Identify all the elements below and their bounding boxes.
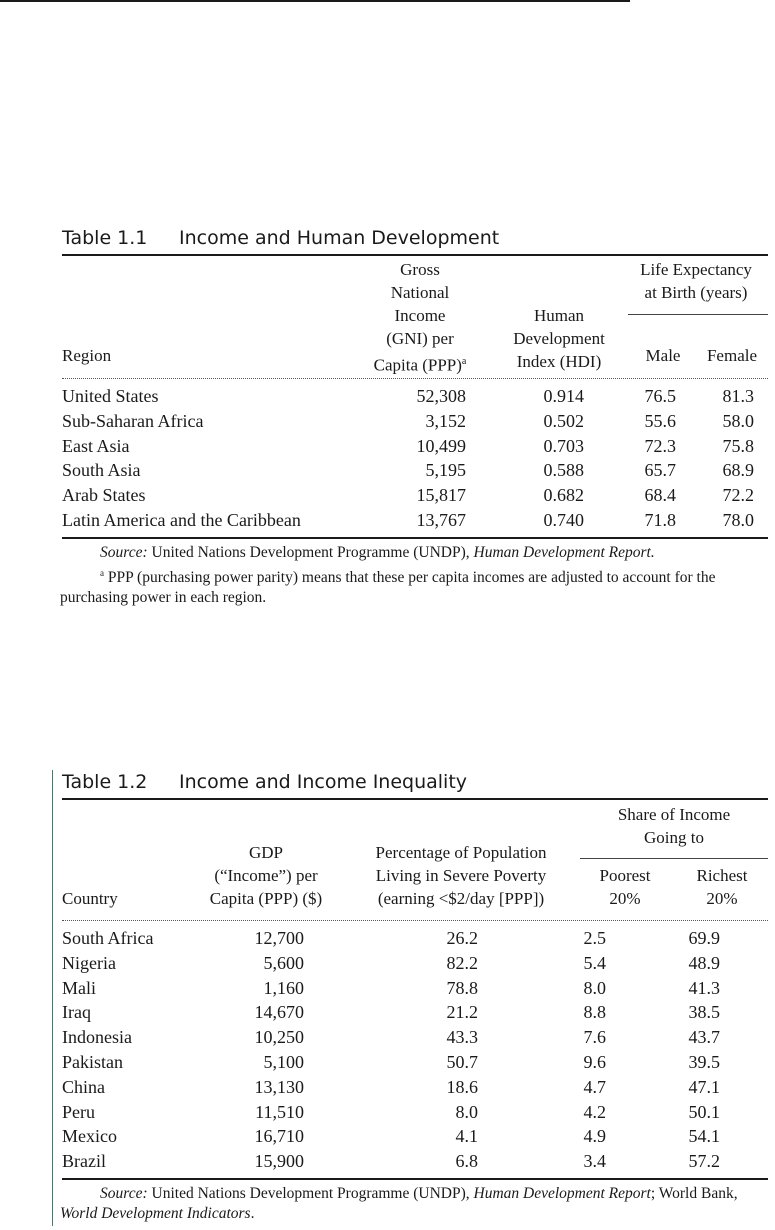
table-row	[62, 434, 768, 459]
cell-male: 65.7	[644, 460, 676, 481]
source-note: Source: United Nations Development Programme (UNDP), Human Development Report; World Bank, World Development Indicators.	[60, 1184, 738, 1222]
cell-hdi: 0.682	[543, 485, 584, 506]
cell-country: China	[62, 1076, 105, 1097]
table-title	[62, 226, 768, 254]
table-row	[62, 483, 768, 508]
cell-hdi: 0.502	[543, 410, 584, 431]
header-poverty: Living in Severe Poverty (earning <$2/day [PPP])	[375, 866, 547, 908]
cell-country: Indonesia	[62, 1027, 132, 1048]
cell-richest: 50.1	[688, 1101, 720, 1122]
cell-country: Peru	[62, 1101, 95, 1122]
cell-gdp: 1,160	[263, 977, 304, 998]
cell-male: 76.5	[644, 386, 676, 406]
cell-poorest: 4.7	[583, 1076, 606, 1097]
table-row	[62, 976, 768, 1001]
cell-poverty: 21.2	[446, 1002, 478, 1023]
cell-country: South Africa	[62, 928, 154, 948]
table-row	[62, 1100, 768, 1125]
table-notes	[60, 1184, 768, 1224]
margin-bar	[52, 770, 53, 1226]
table-title	[62, 770, 768, 798]
table-row	[62, 409, 768, 434]
header-male: Male	[645, 346, 681, 365]
cell-gni: 10,499	[416, 435, 466, 456]
header-share: Share of Income Going to	[617, 805, 731, 847]
footnote-mark: a	[461, 356, 467, 367]
cell-poverty: 6.8	[455, 1151, 478, 1172]
cell-poverty: 8.0	[455, 1101, 478, 1122]
cell-gni: 15,817	[416, 485, 466, 506]
header-hdi: Human Development Index (HDI)	[513, 306, 605, 371]
cell-poverty: 78.8	[446, 977, 478, 998]
cell-hdi: 0.914	[543, 386, 584, 406]
cell-richest: 39.5	[688, 1051, 720, 1072]
cell-gdp: 16,710	[254, 1126, 304, 1147]
table-title-text: Income and Human Development	[179, 227, 500, 249]
table-row	[62, 1124, 768, 1149]
cell-region: East Asia	[62, 435, 130, 456]
cell-hdi: 0.703	[543, 435, 584, 456]
table-row	[62, 1025, 768, 1050]
header-poverty-title: Percentage of Population	[375, 843, 547, 862]
cell-poverty: 18.6	[446, 1076, 478, 1097]
cell-poorest: 3.4	[583, 1151, 606, 1172]
table-header	[62, 256, 768, 378]
cell-country: Nigeria	[62, 952, 116, 973]
cell-gni: 13,767	[416, 509, 466, 530]
cell-female: 58.0	[722, 410, 754, 431]
table-row	[62, 1000, 768, 1025]
source-note: Source: United Nations Development Programme (UNDP), Human Development Report.	[100, 543, 655, 561]
cell-country: Mexico	[62, 1126, 117, 1147]
header-poorest: Poorest 20%	[599, 866, 651, 908]
cell-gdp: 5,100	[263, 1051, 304, 1072]
cell-gni: 3,152	[425, 410, 466, 431]
header-sub-rule	[628, 314, 768, 315]
table-row	[62, 1075, 768, 1100]
header-gni: Gross National Income (GNI) per Capita (PPP)$^a$	[373, 260, 467, 375]
table-row	[62, 951, 768, 976]
header-country: Country	[62, 889, 118, 908]
cell-hdi: 0.588	[543, 460, 584, 481]
header-gdp: GDP (“Income”) per Capita (PPP) ($)	[209, 843, 323, 908]
cell-gdp: 15,900	[254, 1151, 304, 1172]
table-body	[62, 921, 768, 1178]
cell-male: 71.8	[644, 509, 676, 530]
cell-richest: 69.9	[688, 928, 720, 948]
cell-richest: 43.7	[688, 1027, 720, 1048]
cell-poorest: 2.5	[583, 928, 606, 948]
table-income-inequality	[62, 770, 768, 1224]
cell-poorest: 9.6	[583, 1051, 606, 1072]
cell-richest: 48.9	[688, 952, 720, 973]
cell-gdp: 11,510	[255, 1101, 304, 1122]
cell-poorest: 5.4	[583, 952, 606, 973]
cell-region: Sub-Saharan Africa	[62, 410, 204, 431]
cell-poorest: 7.6	[583, 1027, 606, 1048]
cell-male: 55.6	[644, 410, 676, 431]
header-richest: Richest 20%	[696, 866, 748, 908]
header-sub-rule	[580, 858, 768, 859]
cell-male: 72.3	[644, 435, 676, 456]
cell-richest: 38.5	[688, 1002, 720, 1023]
cell-richest: 41.3	[688, 977, 720, 998]
table-notes	[60, 543, 768, 608]
cell-poverty: 26.2	[446, 928, 478, 948]
cell-poorest: 8.8	[583, 1002, 606, 1023]
cell-female: 68.9	[722, 460, 754, 481]
cell-country: Pakistan	[62, 1051, 123, 1072]
cell-male: 68.4	[644, 485, 676, 506]
cell-poverty: 82.2	[446, 952, 478, 973]
cell-poverty: 4.1	[455, 1126, 478, 1147]
table-bottom-rule	[62, 537, 768, 539]
cell-region: Latin America and the Caribbean	[62, 509, 301, 530]
cell-country: Iraq	[62, 1002, 91, 1023]
table-row	[62, 508, 768, 533]
cell-gdp: 13,130	[254, 1076, 304, 1097]
table-income-human-development	[62, 226, 768, 608]
cell-gni: 52,308	[416, 386, 466, 406]
cell-poorest: 4.9	[583, 1126, 606, 1147]
header-life-expectancy: Life Expectancy at Birth (years)	[640, 260, 752, 302]
cell-female: 81.3	[722, 386, 754, 406]
cell-richest: 47.1	[688, 1076, 720, 1097]
table-body	[62, 379, 768, 537]
cell-hdi: 0.740	[543, 509, 584, 530]
cell-richest: 54.1	[688, 1126, 720, 1147]
table-header	[62, 800, 768, 920]
cell-region: Arab States	[62, 485, 146, 506]
cell-gdp: 14,670	[254, 1002, 304, 1023]
footnote: $^a$ PPP (purchasing power parity) means that these per capita incomes are adjusted to account for the purchasing power in each region.	[60, 567, 716, 606]
cell-gdp: 10,250	[254, 1027, 304, 1048]
cell-female: 75.8	[722, 435, 754, 456]
cell-gdp: 12,700	[254, 928, 304, 948]
cell-female: 72.2	[722, 485, 754, 506]
cell-poorest: 8.0	[583, 977, 606, 998]
top-rule	[0, 0, 630, 2]
header-region: Region	[62, 346, 112, 365]
cell-poverty: 43.3	[446, 1027, 478, 1048]
table-row	[62, 458, 768, 483]
cell-region: United States	[62, 386, 159, 406]
table-number: Table 1.2	[62, 771, 148, 793]
table-row	[62, 1149, 768, 1174]
cell-country: Brazil	[62, 1151, 106, 1172]
cell-region: South Asia	[62, 460, 141, 481]
cell-country: Mali	[62, 977, 96, 998]
cell-poorest: 4.2	[583, 1101, 606, 1122]
cell-gni: 5,195	[425, 460, 466, 481]
table-row	[62, 384, 768, 409]
table-row	[62, 926, 768, 951]
table-bottom-rule	[62, 1178, 768, 1180]
cell-gdp: 5,600	[263, 952, 304, 973]
cell-female: 78.0	[722, 509, 754, 530]
table-row	[62, 1050, 768, 1075]
table-title-text: Income and Income Inequality	[179, 771, 468, 793]
table-number: Table 1.1	[62, 227, 148, 249]
cell-richest: 57.2	[688, 1151, 720, 1172]
cell-poverty: 50.7	[446, 1051, 478, 1072]
header-female: Female	[706, 346, 758, 365]
